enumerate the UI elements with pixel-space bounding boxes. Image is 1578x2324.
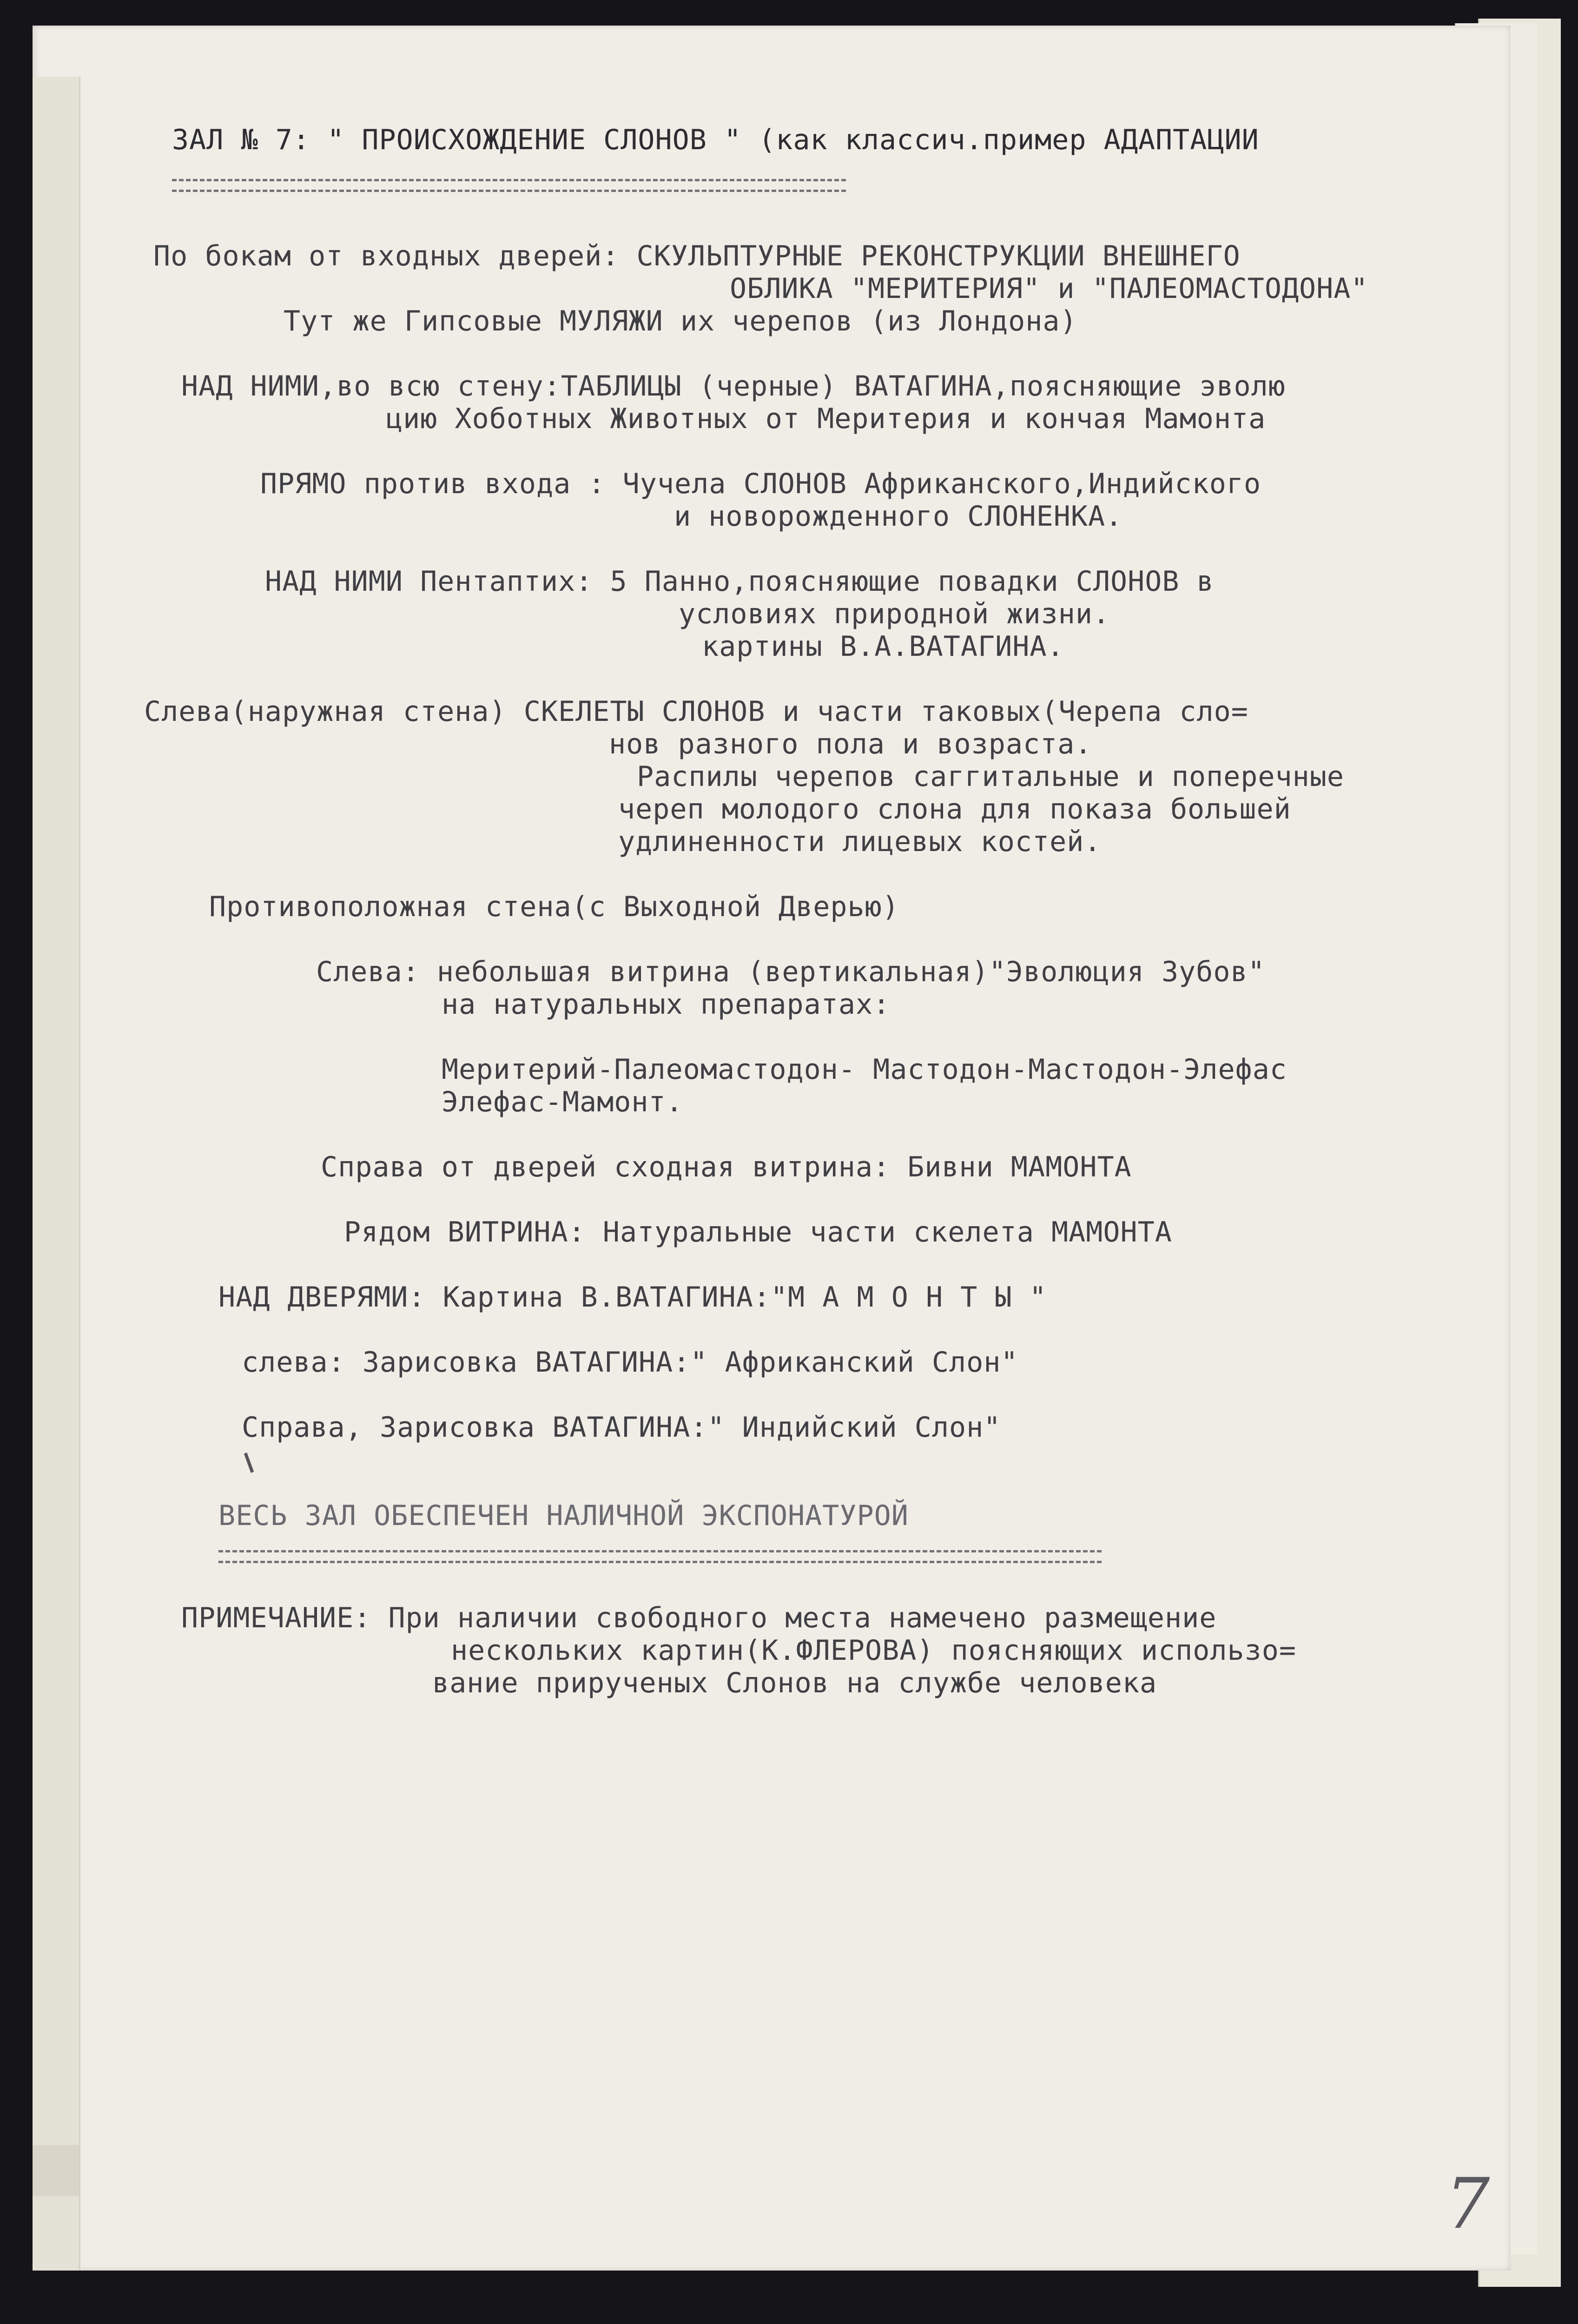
text-line: слева: Зарисовка ВАТАГИНА:" Африканский Слон": [242, 1346, 1018, 1379]
section-heading: Противоположная стена(с Выходной Дверью): [209, 891, 899, 923]
text-line: НАД НИМИ,во всю стену:ТАБЛИЦЫ (черные) ВАТАГИНА,поясняющие эволю: [181, 370, 1286, 403]
text-line: Рядом ВИТРИНА: Натуральные части скелета МАМОНТА: [344, 1216, 1172, 1248]
text-line: ОБЛИКА "МЕРИТЕРИЯ" и "ПАЛЕОМАСТОДОНА": [730, 272, 1368, 305]
summary-line: ВЕСЬ ЗАЛ ОБЕСПЕЧЕН НАЛИЧНОЙ ЭКСПОНАТУРОЙ: [218, 1499, 909, 1532]
text-line: НАД ДВЕРЯМИ: Картина В.ВАТАГИНА:"М А М О Н Т Ы ": [218, 1281, 1047, 1314]
note-line: вание прирученых Слонов на службе человека: [432, 1667, 1157, 1699]
page-title: ЗАЛ № 7: " ПРОИСХОЖДЕНИЕ СЛОНОВ " (как классич.пример АДАПТАЦИИ: [172, 124, 1259, 156]
text-line: Слева(наружная стена) СКЕЛЕТЫ СЛОНОВ и части таковых(Черепа сло=: [144, 695, 1248, 728]
pen-mark: [244, 1452, 254, 1473]
text-line: По бокам от входных дверей: СКУЛЬПТУРНЫЕ РЕКОНСТРУКЦИИ ВНЕШНЕГО: [153, 240, 1241, 272]
title-underline: [172, 179, 846, 192]
text-line: картины В.А.ВАТАГИНА.: [702, 630, 1064, 663]
text-line: на натуральных препаратах:: [442, 988, 891, 1021]
text-line: Справа, Зарисовка ВАТАГИНА:" Индийский Слон": [242, 1411, 1001, 1444]
text-line: ПРЯМО против входа : Чучела СЛОНОВ Африканского,Индийского: [260, 468, 1261, 500]
document-page: [33, 26, 1511, 2271]
note-line: ПРИМЕЧАНИЕ: При наличии свободного места намечено размещение: [181, 1602, 1217, 1634]
text-line: цию Хоботных Животных от Мeритерия и кончая Мамонта: [386, 403, 1266, 435]
text-line: Элефас-Мамонт.: [442, 1086, 683, 1118]
page-number: 7: [1446, 2164, 1490, 2245]
text-line: и новорожденного СЛОНЕНКА.: [674, 500, 1123, 533]
note-line: нескольких картин(К.ФЛЕРОВА) поясняющих использо=: [451, 1634, 1297, 1667]
text-line: Тут же Гипсовые МУЛЯЖИ их черепов (из Лондона): [284, 305, 1077, 337]
text-line: удлиненности лицевых костей.: [618, 825, 1102, 858]
text-line: условиях природной жизни.: [679, 598, 1110, 630]
text-line: нов разного пола и возраста.: [609, 728, 1092, 760]
text-line: Распилы черепов саггитальные и поперечные: [637, 760, 1345, 793]
text-line: Слева: небольшая витрина (вертикальная)"Эволюция Зубов": [316, 956, 1265, 988]
text-line: Справа от дверей сходная витрина: Бивни МАМОНТА: [321, 1151, 1132, 1183]
text-line: НАД НИМИ Пентаптих: 5 Панно,поясняющие повадки СЛОНОВ в: [265, 565, 1214, 598]
text-line: Меритерий-Палеомастодон- Мастодон-Мастодон-Элефас: [442, 1053, 1287, 1086]
summary-underline: [218, 1550, 1102, 1563]
text-line: череп молодого слона для показа большей: [618, 793, 1291, 825]
binding-strip: [33, 77, 80, 2271]
binding-corner: [33, 2145, 79, 2196]
